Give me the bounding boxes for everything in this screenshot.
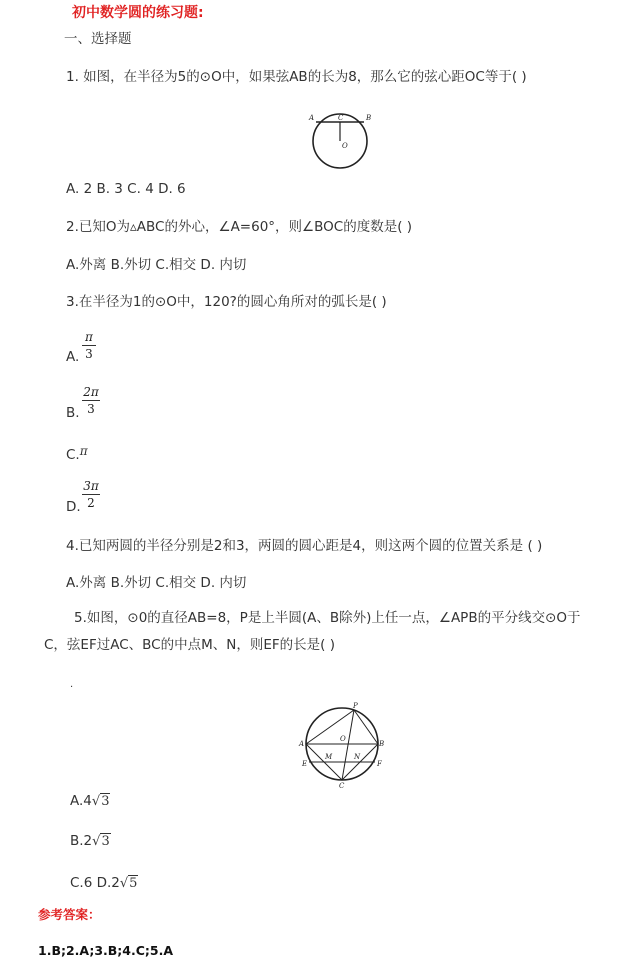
label-o: O bbox=[340, 735, 346, 743]
chord-pa bbox=[306, 710, 354, 744]
numerator: π bbox=[85, 330, 93, 344]
q5-option-b bbox=[70, 832, 111, 851]
answers-title: 参考答案： bbox=[38, 907, 101, 922]
label-a: A bbox=[309, 114, 315, 122]
option-label: A.4 bbox=[70, 793, 92, 809]
question-3-text: 3.在半径为1的⊙O中，120?的圆心角所对的弧长是( ) bbox=[66, 294, 387, 310]
option-a-label: A. bbox=[66, 349, 80, 365]
denominator: 3 bbox=[85, 347, 93, 361]
stray-dot: . bbox=[70, 679, 74, 690]
label-p: P bbox=[353, 702, 358, 710]
option-label: B.2 bbox=[70, 833, 93, 849]
option-label: C.6 D.2 bbox=[70, 875, 120, 891]
label-f: F bbox=[377, 760, 382, 768]
question-5-text-line-1: 5.如图，⊙0的直径AB=8，P是上半圆(A、B除外)上任一点，∠APB的平分线交⊙O于 bbox=[74, 610, 581, 626]
label-m: M bbox=[325, 753, 333, 761]
option-a-fraction bbox=[82, 330, 96, 361]
label-n: N bbox=[354, 753, 361, 761]
question-1-text: 1. 如图，在半径为5的⊙O中，如果弦AB的长为8，那么它的弦心距OC等于( ) bbox=[66, 69, 527, 85]
question-5-text-line-2: C，弦EF过AC、BC的中点M、N，则EF的长是( ) bbox=[44, 637, 335, 653]
radicand: 3 bbox=[101, 794, 110, 809]
answers-text: 1.B;2.A;3.B;4.C;5.A bbox=[38, 943, 174, 958]
option-c-label: C. bbox=[66, 447, 80, 463]
numerator: 3π bbox=[83, 479, 99, 493]
question-1-figure bbox=[305, 108, 377, 170]
q5-option-a bbox=[70, 792, 110, 811]
q5-option-cd bbox=[70, 874, 138, 893]
denominator: 2 bbox=[87, 496, 95, 510]
denominator: 3 bbox=[87, 402, 95, 416]
radicand: 5 bbox=[129, 876, 138, 891]
radicand: 3 bbox=[101, 834, 110, 849]
option-d-label: D. bbox=[66, 499, 81, 515]
question-2-text: 2.已知O为▵ABC的外心，∠A=60°，则∠BOC的度数是( ) bbox=[66, 219, 413, 235]
numerator: 2π bbox=[83, 385, 99, 399]
label-c: C bbox=[339, 782, 345, 790]
question-2-options: A.外离 B.外切 C.相交 D. 内切 bbox=[66, 257, 247, 273]
label-b: B bbox=[379, 740, 385, 748]
option-b-fraction bbox=[82, 385, 100, 416]
sqrt: √3 bbox=[91, 794, 110, 809]
section-heading: 一、选择题 bbox=[64, 31, 132, 47]
sqrt: √5 bbox=[119, 876, 138, 891]
question-4-options: A.外离 B.外切 C.相交 D. 内切 bbox=[66, 575, 247, 591]
question-1-options: A. 2 B. 3 C. 4 D. 6 bbox=[66, 181, 186, 197]
option-c bbox=[66, 442, 88, 464]
label-a: A bbox=[299, 740, 305, 748]
option-b-label: B. bbox=[66, 405, 80, 421]
option-d-fraction bbox=[82, 479, 100, 510]
title: 初中数学圆的练习题: bbox=[72, 5, 204, 21]
label-o: O bbox=[342, 142, 348, 150]
option-c-value: π bbox=[79, 444, 88, 458]
sqrt: √3 bbox=[92, 834, 110, 849]
label-c: C bbox=[338, 114, 344, 122]
question-5-figure bbox=[298, 700, 390, 792]
question-4-text: 4.已知两圆的半径分别是2和3，两圆的圆心距是4，则这两个圆的位置关系是 ( ) bbox=[66, 538, 543, 554]
label-b: B bbox=[366, 114, 372, 122]
label-e: E bbox=[302, 760, 308, 768]
